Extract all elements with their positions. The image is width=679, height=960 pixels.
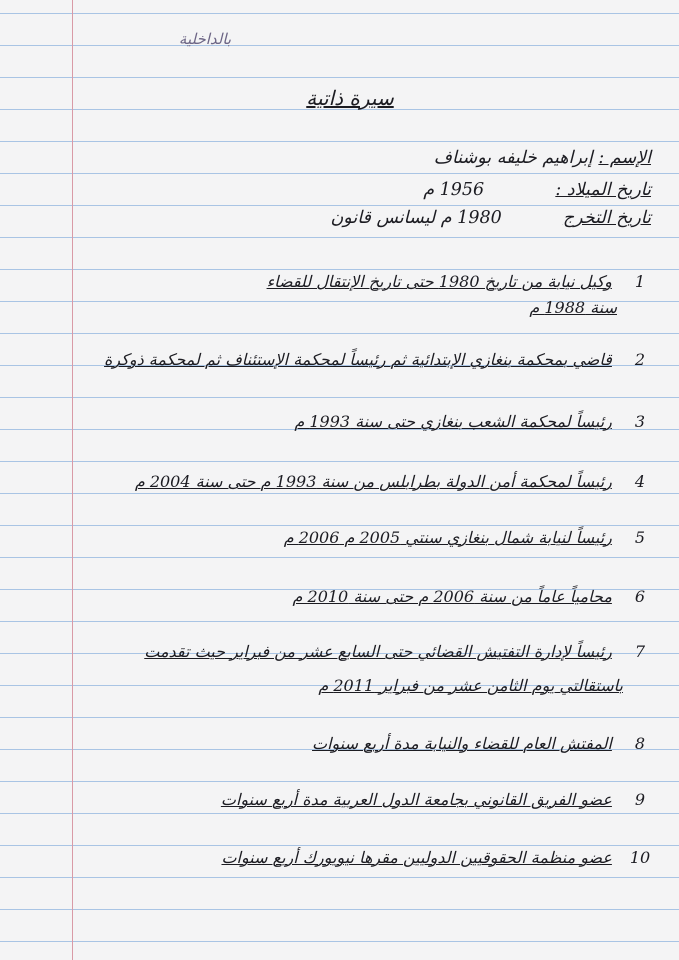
item-text: رئيساً لمحكمة الشعب بنغازي حتى سنة 1993 م: [294, 412, 612, 431]
list-item-2: [23, 350, 663, 369]
info-row-birth: [51, 180, 651, 200]
item-number: 9: [634, 790, 646, 809]
item-number: 4: [634, 472, 646, 491]
list-item-6: [23, 587, 663, 606]
info-label: تاريخ التخرج: [562, 208, 651, 228]
info-value: إبراهيم خليفه بوشناف: [433, 148, 593, 168]
item-text: عضو الفريق القانوني بجامعة الدول العربية مدة أربع سنوات: [220, 790, 612, 809]
list-item-5: [23, 528, 663, 547]
item-text: عضو منظمة الحقوقيين الدوليين مقرها نيويورك أربع سنوات: [221, 848, 612, 867]
item-text: المفتش العام للقضاء والنيابة مدة أربع سنوات: [312, 734, 612, 753]
page-title: سيرة ذاتية: [306, 86, 394, 110]
list-item-8: [23, 734, 663, 753]
info-value: 1980 م ليسانس قانون: [330, 208, 502, 228]
item-text: رئيساً لإدارة التفتيش القضائي حتى السابع عشر من فبراير حيث تقدمت: [144, 642, 612, 661]
item-text: محامياً عاماً من سنة 2006 م حتى سنة 2010 م: [292, 587, 612, 606]
info-row-name: [51, 148, 651, 168]
item-number: 7: [634, 642, 646, 661]
list-item-4: [23, 472, 663, 491]
item-number: 5: [634, 528, 646, 547]
item-number: 2: [634, 350, 646, 369]
list-item-3: [23, 412, 663, 431]
item-text: قاضي بمحكمة بنغازي الإبتدائية ثم رئيساً لمحكمة الإستئناف ثم لمحكمة ذوكرة: [104, 350, 612, 369]
item-continuation: سنة 1988 م: [529, 298, 617, 317]
item-text: رئيساً لنيابة شمال بنغازي سنتي 2005 م 2006 م: [283, 528, 612, 547]
item-number: 8: [634, 734, 646, 753]
info-label: تاريخ الميلاد :: [555, 180, 651, 200]
info-label: الإسم :: [598, 148, 651, 168]
list-item-10: [23, 848, 663, 867]
item-text: وكيل نيابة من تاريخ 1980 حتى تاريخ الإنتقال للقضاء: [266, 272, 612, 291]
list-item-9: [23, 790, 663, 809]
list-item-7: [23, 642, 663, 661]
list-item-1: [23, 272, 663, 291]
item-text: رئيساً لمحكمة أمن الدولة بطرابلس من سنة 1993 م حتى سنة 2004 م: [134, 472, 612, 491]
corner-note: بالداخلية: [178, 30, 232, 48]
item-number: 3: [634, 412, 646, 431]
info-row-graduation: [51, 208, 651, 228]
item-number: 1: [634, 272, 646, 291]
item-number: 10: [629, 848, 651, 867]
item-continuation: باستقالتي يوم الثامن عشر من فبراير 2011 م: [318, 676, 623, 695]
item-number: 6: [634, 587, 646, 606]
info-value: 1956 م: [423, 180, 485, 200]
